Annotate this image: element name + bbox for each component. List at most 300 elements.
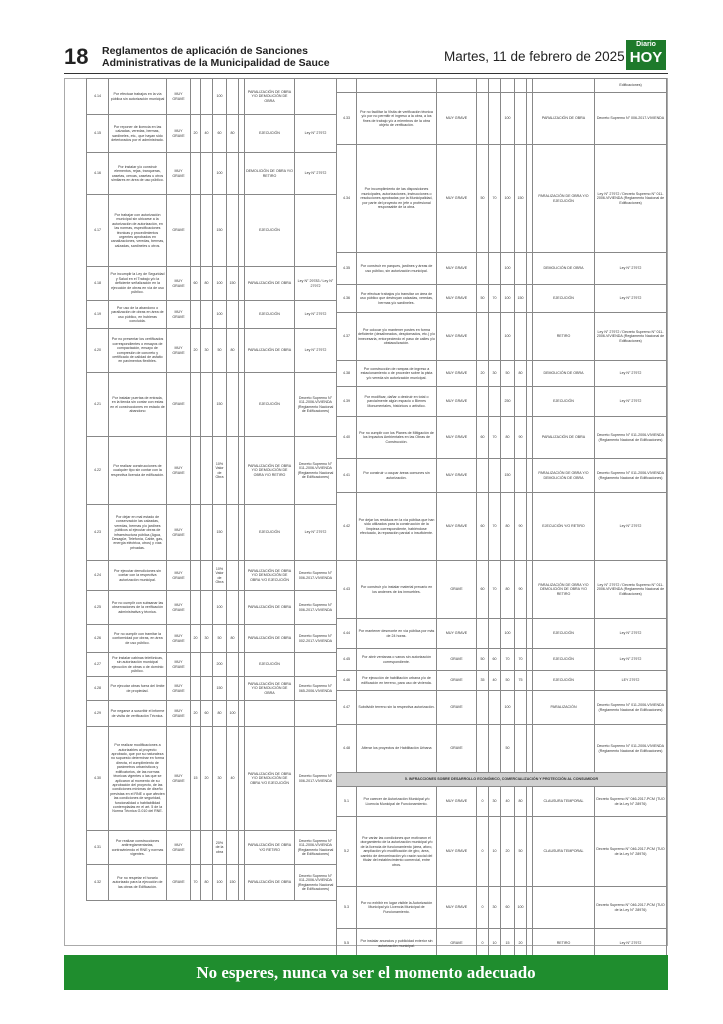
table-cell: 75 — [515, 671, 527, 691]
table-cell: MUY GRAVE — [167, 701, 191, 727]
table-cell — [533, 79, 595, 93]
table-row — [87, 591, 337, 625]
table-cell — [227, 301, 239, 329]
table-cell — [191, 373, 201, 437]
table-cell: 50 — [477, 145, 489, 253]
table-cell — [227, 373, 239, 437]
table-cell: 4.28 — [87, 677, 109, 701]
table-cell: Por incumplimiento de las disposiciones municipales, autorizaciones, instrucciones o resoluciones aprobadas por la Municipalidad, por parte del proyecto en jefe o profesional responsable de la obra. — [357, 145, 437, 253]
table-cell: Ley N° 27972 — [595, 929, 667, 959]
table-cell: Decreto Supremo N° 046-2017-PCM (TUO de la Ley N° 28976) — [595, 887, 667, 929]
table-cell: 100 — [213, 591, 227, 625]
table-cell — [191, 505, 201, 561]
logo-big-text: HOY — [629, 49, 663, 66]
table-cell — [477, 387, 489, 417]
table-row — [337, 671, 667, 691]
table-cell — [489, 387, 501, 417]
table-cell — [227, 79, 239, 115]
table-cell — [201, 653, 213, 677]
table-cell: 100 — [501, 619, 515, 649]
table-cell: 150 — [515, 285, 527, 313]
table-cell: Decreto Supremo N° 011-2006-VIVIENDA (Reglamento Nacional de Edificaciones) — [295, 437, 337, 505]
table-row — [337, 787, 667, 817]
table-cell: 80 — [501, 493, 515, 561]
table-cell: Ley N° 27972 / Decreto Supremo N° 011-2006-VIVIENDA (Reglamento Nacional de Edificaciones) — [595, 313, 667, 361]
table-cell — [201, 561, 213, 591]
table-cell: 4.47 — [337, 691, 357, 725]
table-row — [87, 301, 337, 329]
table-cell: Por instalar anuncios y publicidad exterior sin autorización municipal. — [357, 929, 437, 959]
table-cell — [477, 93, 489, 145]
table-cell: Por realizar modificaciones a autorizables al proyecto aprobado, que por su naturaleza no supuesto determinar en forma directa, el cumplimiento de parámetros urbanísticos y edificatorios, de las normas técnicas vigentes o las que se aplicaron al momento de su aprobación del proyecto, de las condiciones mínimas de diseño previstas en el RNE o que afecten las condiciones de seguridad, funcionalidad o habitabilidad contempladas en el art. 5 de la Norma Técnica G.010 del RNE. — [109, 727, 167, 831]
table-cell: 60 — [213, 115, 227, 153]
table-cell: EJECUCIÓN — [533, 671, 595, 691]
table-cell — [201, 677, 213, 701]
table-cell: Decreto Supremo N° 006-2017-VIVIENDA — [295, 727, 337, 831]
table-cell: 70 — [489, 493, 501, 561]
table-cell: 80 — [227, 625, 239, 653]
table-cell: 0 — [477, 887, 489, 929]
table-cell — [191, 79, 201, 115]
table-cell: Por carecer de Autorización Municipal y/o Licencia Municipal de Funcionamiento. — [357, 787, 437, 817]
table-cell: 20 — [501, 817, 515, 887]
table-cell — [227, 437, 239, 505]
table-cell — [227, 561, 239, 591]
table-cell: 100 — [213, 865, 227, 901]
table-cell: Por realizar construcciones de cualquier tipo sin contar con la respectiva licencia de edificación. — [109, 437, 167, 505]
table-cell: 70 — [515, 649, 527, 671]
table-cell: PARALIZACIÓN DE OBRA Y/O DEMOLICIÓN DE OBRA — [533, 459, 595, 493]
table-cell: 150 — [213, 195, 227, 267]
table-cell: 100 — [213, 79, 227, 115]
table-cell: LEY 27972 — [595, 671, 667, 691]
table-cell: PARALIZACIÓN DE OBRA Y/O DEMOLICIÓN DE OBRA Y/O EJECUCIÓN — [245, 727, 295, 831]
table-cell: 30 — [489, 787, 501, 817]
table-cell: GRAVE — [437, 561, 477, 619]
table-cell — [515, 387, 527, 417]
table-cell: 70 — [489, 145, 501, 253]
table-cell: PARALIZACIÓN DE OBRA Y/O EJECUCIÓN — [533, 145, 595, 253]
table-cell: Por ejecutar demoliciones sin contar con la respectiva autorización municipal. — [109, 561, 167, 591]
table-cell: 90 — [515, 417, 527, 459]
table-cell: GRAVE — [437, 649, 477, 671]
table-cell: 80 — [227, 115, 239, 153]
table-cell: 100 — [501, 285, 515, 313]
table-cell: 60 — [201, 701, 213, 727]
table-cell — [437, 79, 477, 93]
table-cell — [477, 619, 489, 649]
table-cell — [191, 195, 201, 267]
table-cell: Por trabajar con autorización municipal sin ubicarse a la autorización de autorización, en las normas, especificaciones técnicas y procedimientos urgentes aprobados en canalizaciones, veredas, bermas, calzadas, sardineles u otros. — [109, 195, 167, 267]
table-cell: Por no cumplir con tramitar la conformidad por obras, en área de uso público. — [109, 625, 167, 653]
table-row — [337, 817, 667, 887]
table-cell: 4.44 — [337, 619, 357, 649]
page-title-line2: Administrativas de la Municipalidad de Sauce — [102, 57, 330, 69]
table-cell: Ley N° 27972 — [595, 285, 667, 313]
table-cell: MUY GRAVE — [437, 145, 477, 253]
table-cell: 20 — [515, 929, 527, 959]
table-cell: Decreto Supremo N° 006-2017-VIVIENDA — [595, 93, 667, 145]
table-cell: 60 — [501, 887, 515, 929]
table-cell: 4.48 — [337, 725, 357, 773]
table-cell: 150 — [213, 677, 227, 701]
table-row — [87, 153, 337, 195]
table-cell: Ley N° 27972 / Decreto Supremo N° 011-2006-VIVIENDA (Reglamento Nacional de Edificaciones) — [595, 561, 667, 619]
table-cell: 20% de la obra — [213, 831, 227, 865]
table-cell: 20 — [191, 115, 201, 153]
table-cell: 80 — [501, 417, 515, 459]
table-cell: 4.39 — [337, 387, 357, 417]
table-cell: 60 — [477, 561, 489, 619]
table-row — [337, 79, 667, 93]
table-cell: Decreto Supremo N° 011-2006-VIVIENDA (Reglamento Nacional de Edificaciones) — [295, 831, 337, 865]
table-cell: PARALIZACIÓN DE OBRA — [245, 625, 295, 653]
table-cell: Decreto Supremo N° 006-2017-VIVIENDA — [295, 591, 337, 625]
table-cell: 0 — [477, 787, 489, 817]
table-cell — [477, 691, 489, 725]
table-cell — [477, 725, 489, 773]
table-cell: 150 — [501, 459, 515, 493]
table-cell: Por instalar puertas de entrada, en la tienda sin contar con estas en el construcciones en estado de abandono — [109, 373, 167, 437]
table-cell: Por construir u ocupar áreas comunes sin autorización. — [357, 459, 437, 493]
table-cell: 150 — [227, 865, 239, 901]
table-cell: 70 — [489, 285, 501, 313]
table-cell: MUY GRAVE — [167, 677, 191, 701]
table-cell: Ley N° 27972 — [595, 493, 667, 561]
table-cell — [201, 195, 213, 267]
table-cell: 0 — [477, 929, 489, 959]
table-cell: 5.2 — [337, 817, 357, 887]
table-cell: Por colocar y/o mantener postes en forma deficiente (desalineados, desplomados, etc.) y/o innecesaria, entorpeciendo el paso de calles y/o obstaculización. — [357, 313, 437, 361]
table-cell — [515, 253, 527, 285]
table-cell: 4.27 — [87, 653, 109, 677]
table-row — [337, 145, 667, 253]
table-cell — [191, 437, 201, 505]
table-cell: 4.19 — [87, 301, 109, 329]
table-cell: 4.46 — [337, 671, 357, 691]
table-cell: Por modificar, dañar o destruir en total o parcialmente algún espacio o Bienes Monumentales, históricos o artístico. — [357, 387, 437, 417]
table-cell — [201, 591, 213, 625]
table-row — [87, 831, 337, 865]
table-cell: MUY GRAVE — [167, 329, 191, 373]
table-cell — [489, 725, 501, 773]
table-cell: Ley N° 27972 — [595, 361, 667, 387]
page-title-line1: Reglamentos de aplicación de Sanciones — [102, 45, 308, 57]
table-cell: 80 — [515, 361, 527, 387]
table-cell: EJECUCIÓN — [245, 653, 295, 677]
table-row — [87, 701, 337, 727]
table-cell — [477, 459, 489, 493]
table-row — [87, 653, 337, 677]
table-cell: PARALIZACIÓN DE OBRA — [245, 865, 295, 901]
table-cell: 4.16 — [87, 153, 109, 195]
table-cell: Decreto Supremo N° 011-2006-VIVIENDA (Reglamento Nacional de Edificaciones) — [595, 459, 667, 493]
table-cell: 200 — [213, 653, 227, 677]
table-cell: 100 — [213, 267, 227, 301]
table-cell: MUY GRAVE — [437, 493, 477, 561]
table-cell: 100 — [227, 701, 239, 727]
table-cell: 20 — [477, 361, 489, 387]
table-cell: 4.15 — [87, 115, 109, 153]
table-cell: PARALIZACIÓN DE OBRA — [245, 591, 295, 625]
table-row — [87, 727, 337, 831]
table-cell: MUY GRAVE — [437, 387, 477, 417]
table-cell: PARALIZACIÓN DE OBRA Y/O RETIRO — [245, 831, 295, 865]
table-cell: RETIRO — [533, 313, 595, 361]
table-cell: Ley N° 27972 — [595, 387, 667, 417]
table-row — [87, 865, 337, 901]
table-cell: 90 — [515, 561, 527, 619]
table-cell: 50 — [477, 285, 489, 313]
table-cell: EJECUCIÓN — [533, 619, 595, 649]
table-cell: 70 — [489, 561, 501, 619]
table-cell: CLAUSURA TEMPORAL — [533, 817, 595, 887]
table-cell: 50 — [213, 625, 227, 653]
table-cell — [295, 653, 337, 677]
table-cell: 5.3 — [337, 887, 357, 929]
table-cell: PARALIZACIÓN DE OBRA Y/O DEMOLICIÓN DE OBRA — [245, 677, 295, 701]
table-row — [87, 115, 337, 153]
table-cell: 10 — [489, 817, 501, 887]
left-infraction-table — [86, 78, 337, 901]
table-cell: GRAVE — [437, 725, 477, 773]
table-cell: 4.33 — [337, 93, 357, 145]
table-cell: 80 — [501, 561, 515, 619]
table-cell: Por construir y/o instalar material precario en los andenes de los inmuebles. — [357, 561, 437, 619]
table-cell: 50 — [213, 329, 227, 373]
table-row — [337, 929, 667, 959]
table-row — [337, 887, 667, 929]
table-cell — [295, 195, 337, 267]
table-cell: MUY GRAVE — [437, 417, 477, 459]
table-row — [87, 373, 337, 437]
table-row — [337, 493, 667, 561]
table-cell: MUY GRAVE — [167, 153, 191, 195]
table-cell — [489, 619, 501, 649]
table-cell: 100 — [501, 145, 515, 253]
table-cell: DEMOLICIÓN DE OBRA — [533, 361, 595, 387]
table-cell — [515, 459, 527, 493]
table-cell: 30 — [201, 625, 213, 653]
footer-banner: No esperes, nunca va ser el momento adecuado — [64, 955, 668, 990]
table-cell: MUY GRAVE — [437, 93, 477, 145]
table-cell: 60 — [191, 267, 201, 301]
table-cell: Decreto Supremo N° 011-2006-VIVIENDA (Reglamento Nacional de Edificaciones) — [595, 725, 667, 773]
table-cell: PARALIZACIÓN DE OBRA — [245, 267, 295, 301]
table-cell: 4.20 — [87, 329, 109, 373]
table-cell: Por reponer de licencia en las calzadas, veredas, bermas, sardineles, etc., que hayan sido deteriorados por el administrado. — [109, 115, 167, 153]
table-row — [337, 253, 667, 285]
table-cell: Por instalar cabinas telefónicas, sin autorización municipal ejecución de obras o de dominio público. — [109, 653, 167, 677]
table-cell: Decreto Supremo N° 065-2006-VIVIENDA — [295, 677, 337, 701]
table-cell — [515, 619, 527, 649]
table-cell — [227, 831, 239, 865]
table-cell: 4.45 — [337, 649, 357, 671]
table-cell — [191, 301, 201, 329]
table-cell: Por efectuar trabajos en la vía pública sin autorización municipal — [109, 79, 167, 115]
table-cell — [201, 505, 213, 561]
table-cell: 30 — [489, 887, 501, 929]
table-cell — [489, 459, 501, 493]
table-cell: 80 — [201, 267, 213, 301]
table-cell: Por negarse a suscribir el informe de visita de verificación Técnica. — [109, 701, 167, 727]
table-cell: Decreto Supremo N° 011-2006-VIVIENDA (Reglamento Nacional de Edificaciones) — [595, 417, 667, 459]
table-cell: EJECUCIÓN — [245, 115, 295, 153]
table-cell: Por no exhibir en lugar visible la Autorización Municipal y/o Licencia Municipal de Funcionamiento. — [357, 887, 437, 929]
table-row — [337, 313, 667, 361]
left-table-column — [86, 78, 336, 901]
table-cell: 50 — [477, 649, 489, 671]
table-cell: 20 — [191, 329, 201, 373]
table-cell — [515, 93, 527, 145]
table-cell: MUY GRAVE — [167, 625, 191, 653]
table-cell: 4.34 — [337, 145, 357, 253]
table-cell: 50 — [515, 817, 527, 887]
table-cell: Decreto Supremo N° 006-2017-VIVIENDA — [295, 561, 337, 591]
table-cell: 4.26 — [87, 625, 109, 653]
table-cell: MUY GRAVE — [167, 505, 191, 561]
table-cell — [201, 373, 213, 437]
table-row — [87, 267, 337, 301]
table-cell — [227, 505, 239, 561]
left-table-body — [87, 79, 337, 901]
table-cell: Por variar las condiciones que motivaron el otorgamiento de la autorización municipal y/o de la licencia de funcionamiento (área, aforo, ampliación y/o modificación de giro, área, cambio de denominación y/o razón social del titular del establecimiento comercial, entre otros. — [357, 817, 437, 887]
table-cell — [337, 79, 357, 93]
table-cell: 30 — [489, 361, 501, 387]
table-cell: Decreto Supremo N° 011-2006-VIVIENDA (Reglamento Nacional de Edificaciones) — [595, 691, 667, 725]
table-cell: Por construir en parques, jardines y áreas de uso público, sin autorización municipal. — [357, 253, 437, 285]
table-cell — [477, 79, 489, 93]
table-cell — [489, 93, 501, 145]
table-row — [337, 773, 667, 787]
table-cell — [245, 701, 295, 727]
table-cell: Ley N° 27972 — [595, 619, 667, 649]
table-cell — [201, 301, 213, 329]
table-cell: EJECUCIÓN — [245, 195, 295, 267]
table-cell: 4.38 — [337, 361, 357, 387]
table-cell: 100 — [213, 153, 227, 195]
table-row — [337, 619, 667, 649]
table-cell: GRAVE — [167, 865, 191, 901]
table-cell: MUY GRAVE — [167, 79, 191, 115]
table-cell — [227, 591, 239, 625]
table-cell: 35 — [477, 671, 489, 691]
table-cell: Por no presentar los certificados correspondientes o ensayos de compactación, ensayo de compresión de concreto y certificado de calidad de asfalto en pavimentos flexibles. — [109, 329, 167, 373]
table-cell: DEMOLICIÓN DE OBRA Y/O RETIRO — [245, 153, 295, 195]
table-cell: Ley N° 27972 — [295, 115, 337, 153]
table-cell: GRAVE — [437, 671, 477, 691]
table-cell — [191, 831, 201, 865]
table-cell: 4.23 — [87, 505, 109, 561]
table-cell: 80 — [213, 701, 227, 727]
table-cell: 4.25 — [87, 591, 109, 625]
table-cell: MUY GRAVE — [167, 727, 191, 831]
table-cell: GRAVE — [167, 373, 191, 437]
table-cell — [191, 591, 201, 625]
table-cell: 10% Valor de Obra — [213, 437, 227, 505]
table-cell: Por abrir ventanas o vanos sin autorización correspondiente. — [357, 649, 437, 671]
table-row — [337, 417, 667, 459]
table-cell: Ley N° 27972 — [295, 301, 337, 329]
table-cell: 100 — [501, 93, 515, 145]
table-cell: 40 — [201, 115, 213, 153]
table-cell: 5.1 — [337, 787, 357, 817]
table-cell: 70 — [501, 649, 515, 671]
table-cell: Ley N° 29783 / Ley N° 27972 — [295, 267, 337, 301]
table-cell: Ley N° 27972 / Decreto Supremo N° 011-2006-VIVIENDA (Reglamento Nacional de Edificaciones) — [595, 145, 667, 253]
table-row — [337, 285, 667, 313]
table-cell: 30 — [213, 727, 227, 831]
table-cell — [489, 253, 501, 285]
table-cell: 100 — [501, 253, 515, 285]
table-cell: 4.43 — [337, 561, 357, 619]
table-cell: Por realizar construcciones antirreglamentarias, contraviniendo el RNE y normas vigentes. — [109, 831, 167, 865]
table-cell — [533, 887, 595, 929]
table-cell: Por uso de la abandono o paralización de obras en área de uso público, en hubieras concluida. — [109, 301, 167, 329]
table-cell: 4.42 — [337, 493, 357, 561]
table-cell — [477, 313, 489, 361]
table-cell: Por instalar y/o construir elementos, rejas, tranqueras, casetas, cercas, casetas u otros similares en área de uso público. — [109, 153, 167, 195]
table-cell: EJECUCIÓN — [245, 301, 295, 329]
table-cell: 4.21 — [87, 373, 109, 437]
table-cell: RETIRO — [533, 929, 595, 959]
table-cell: 4.18 — [87, 267, 109, 301]
table-cell: 20 — [191, 625, 201, 653]
table-cell: EJECUCIÓN Y/O RETIRO — [533, 493, 595, 561]
table-cell: PARALIZACIÓN DE OBRA Y/O DEMOLICIÓN DE OBRA — [245, 79, 295, 115]
table-cell — [191, 561, 201, 591]
table-cell: Por ejecutar obras fuera del límite de propiedad. — [109, 677, 167, 701]
table-cell: 90 — [515, 493, 527, 561]
table-cell: 4.41 — [337, 459, 357, 493]
table-cell: MUY GRAVE — [167, 561, 191, 591]
table-cell: 80 — [227, 329, 239, 373]
table-cell: Por dejar los residuos en la vía pública que han sido utilizados para la construcción de la limpieza correspondiente, habiéndose efectuado, la reparación parcial o insuficiente. — [357, 493, 437, 561]
table-cell: 150 — [213, 505, 227, 561]
table-cell: MUY GRAVE — [437, 459, 477, 493]
table-cell: PARALIZACIÓN DE OBRA — [533, 417, 595, 459]
table-cell — [515, 313, 527, 361]
table-cell: Por efectuar trabajos y/o transitar un área de uso público que destruyan calzadas, veredas, bermas y/o sardineles. — [357, 285, 437, 313]
table-cell: MUY GRAVE — [437, 619, 477, 649]
table-cell — [295, 79, 337, 115]
table-cell: 4.30 — [87, 727, 109, 831]
table-cell: 150 — [213, 373, 227, 437]
table-cell: 15 — [191, 727, 201, 831]
page-title — [102, 45, 330, 69]
table-cell — [227, 195, 239, 267]
table-cell: Edificaciones) — [595, 79, 667, 93]
table-cell: Ley N° 27972 — [295, 329, 337, 373]
table-cell — [227, 153, 239, 195]
table-row — [337, 691, 667, 725]
table-cell: 30 — [201, 329, 213, 373]
table-cell: Decreto Supremo N° 046-2017-PCM (TUO de la Ley N° 28976) — [595, 817, 667, 887]
table-cell: PARALIZACIÓN — [533, 691, 595, 725]
table-cell: Ley N° 27972 — [295, 153, 337, 195]
table-cell: Ley N° 27972 — [595, 649, 667, 671]
table-cell: 50 — [501, 671, 515, 691]
table-cell: 40 — [227, 727, 239, 831]
table-cell — [191, 653, 201, 677]
table-cell: Por mantener desmonte en vía pública por más de 24 horas. — [357, 619, 437, 649]
table-cell: EJECUCIÓN — [245, 373, 295, 437]
table-cell: 80 — [515, 787, 527, 817]
table-cell — [201, 79, 213, 115]
table-cell — [295, 701, 337, 727]
table-cell — [489, 79, 501, 93]
table-cell: 4.22 — [87, 437, 109, 505]
